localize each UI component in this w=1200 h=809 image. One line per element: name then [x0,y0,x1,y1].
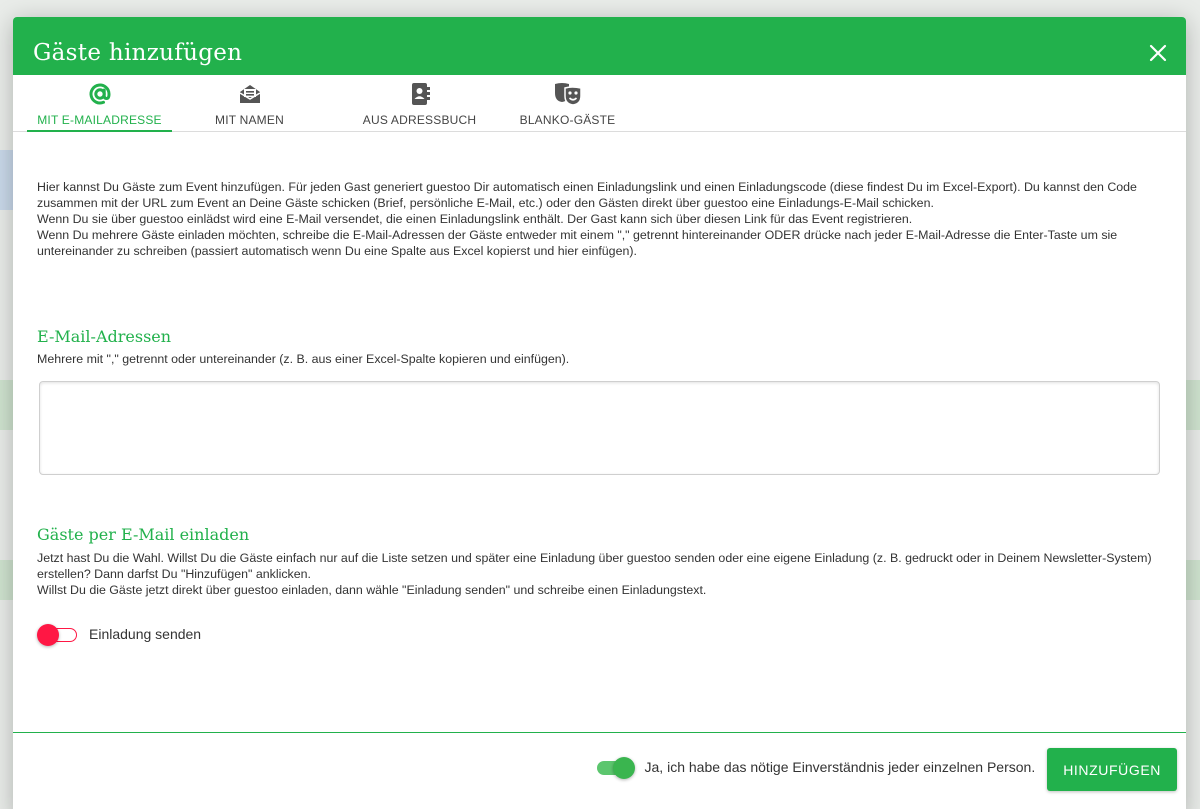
toggle-knob [37,624,59,646]
address-book-icon [409,81,431,107]
close-icon [1149,44,1167,62]
modal-footer [13,732,1186,809]
modal-title: Gäste hinzufügen [33,40,243,66]
at-icon [88,81,112,107]
send-invitation-label: Einladung senden [89,626,202,642]
intro-paragraph: Hier kannst Du Gäste zum Event hinzufügen. Für jeden Gast generiert guestoo Dir automatisch einen Einladungslink und einen Einladungscode (diese findest Du im Excel-Export). Du kannst den Code zusammen mit der URL zum Event an Deine Gäste schicken (Brief, persönliche E-Mail, etc.) oder den Gästen direkt über guestoo eine Einladungs-E-Mail schicken. [37,180,1137,210]
intro-text [37,179,1162,259]
tab-label: MIT NAMEN [215,113,284,127]
background-page-edge [0,150,14,210]
background-page-edge [1186,380,1200,430]
email-section [37,327,1162,475]
tab-with-names[interactable] [172,75,327,131]
tab-label: BLANKO-GÄSTE [519,113,616,127]
toggle-knob [613,757,635,779]
email-section-hint: Mehrere mit "," getrennt oder untereinander (z. B. aus einer Excel-Spalte kopieren und einfügen). [37,352,570,366]
invite-section-text [37,550,1162,598]
invite-section-title: Gäste per E-Mail einladen [37,525,250,544]
email-addresses-input[interactable] [39,381,1160,475]
tab-label: AUS ADRESSBUCH [362,113,477,127]
tab-address-book[interactable] [327,75,512,131]
invite-paragraph: Willst Du die Gäste jetzt direkt über guestoo einladen, dann wähle "Einladung senden" und schreibe einen Einladungstext. [37,583,707,597]
consent-label: Ja, ich habe das nötige Einverständnis jeder einzelnen Person. [644,759,1036,775]
add-guests-modal [13,17,1186,809]
close-button[interactable] [1144,39,1172,67]
theater-masks-icon [553,81,583,107]
add-button[interactable]: HINZUFÜGEN [1047,748,1177,791]
consent-toggle[interactable] [593,757,635,777]
tab-blank-guests[interactable] [515,75,620,131]
background-page-edge [0,380,14,430]
background-page-edge [1186,560,1200,600]
tab-label: MIT E-MAILADRESSE [37,113,162,127]
invite-section [37,525,1162,644]
intro-paragraph: Wenn Du sie über guestoo einlädst wird eine E-Mail versendet, die einen Einladungslink enthält. Der Gast kann sich über diesen Link für das Event registrieren. [37,212,913,226]
consent-row [593,757,1036,777]
invite-paragraph: Jetzt hast Du die Wahl. Willst Du die Gäste einfach nur auf die Liste setzen und später eine Einladung über guestoo senden oder eine eigene Einladung (z. B. gedruckt oder in Deinem Newsletter-System) erstellen? Dann darfst Du "Hinzufügen" anklicken. [37,551,1152,581]
modal-content [13,179,1186,644]
background-page-edge [0,560,14,600]
envelope-open-icon [238,81,262,107]
send-invitation-row [37,624,1162,644]
modal-header [13,17,1186,75]
email-section-title: E-Mail-Adressen [37,327,172,346]
intro-paragraph: Wenn Du mehrere Gäste einladen möchten, schreibe die E-Mail-Adressen der Gäste entweder mit einem "," getrennt hintereinander ODER drücke nach jeder E-Mail-Adresse die Enter-Taste um sie untereinander zu schreiben (passiert automatisch wenn Du eine Spalte aus Excel kopierst und hier einfügen). [37,228,1118,258]
tab-email-address[interactable] [27,75,172,131]
send-invitation-toggle[interactable] [37,624,79,644]
tab-bar [13,75,1186,132]
